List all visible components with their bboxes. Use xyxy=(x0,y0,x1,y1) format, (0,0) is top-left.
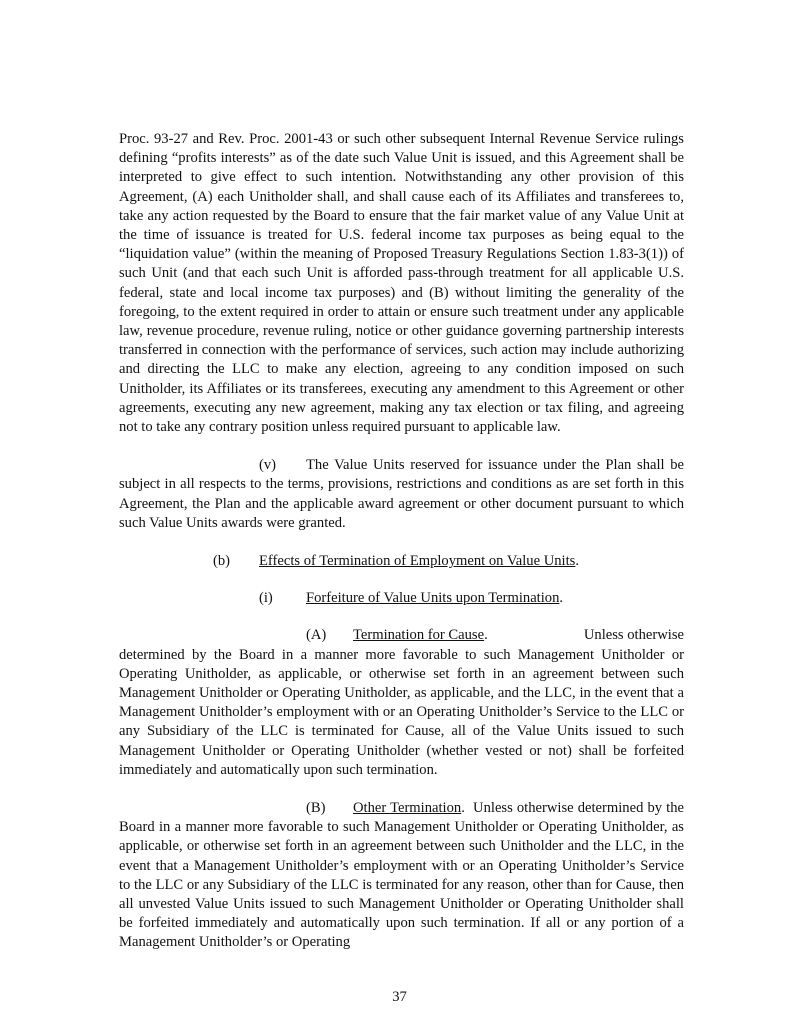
heading-i-title-wrap xyxy=(306,589,563,608)
document-body xyxy=(119,130,684,953)
heading-i xyxy=(119,589,684,608)
paragraph-A-first-line xyxy=(119,626,684,645)
heading-i-number: (i) xyxy=(259,590,273,607)
heading-b-title: Effects of Termination of Employment on Value Units xyxy=(259,553,576,570)
paragraph-B-title: Other Termination xyxy=(353,800,462,817)
heading-i-title: Forfeiture of Value Units upon Termination xyxy=(306,590,560,607)
paragraph-v-number: (v) xyxy=(259,457,277,474)
paragraph-continuation: Proc. 93-27 and Rev. Proc. 2001-43 or such other subsequent Internal Revenue Service rulings defining “profits interests” as of the date such Value Unit is issued, and this Agreement shall be interpreted to give effect to such intention. Notwithstanding any other provision of this Agreement, (A) each Unitholder shall, and shall cause each of its Affiliates and transferees to, take any action requested by the Board to ensure that the fair market value of any Value Unit at the time of issuance is treated for U.S. federal income tax purposes as being equal to the “liquidation value” (within the meaning of Proposed Treasury Regulations Section 1.83-3(1)) of such Unit (and that each such Unit is afforded pass-through treatment for all applicable U.S. federal, state and local income tax purposes) and (B) without limiting the generality of the foregoing, to the extent required in order to attain or ensure such treatment under any applicable law, revenue procedure, revenue ruling, notice or other guidance governing partnership interests transferred in connection with the performance of services, such action may include authorizing and directing the LLC to make any election, agreeing to any condition imposed on such Unitholder, its Affiliates or its transferees, executing any amendment to this Agreement or other agreements, executing any new agreement, making any tax election or tax filing, and agreeing not to take any contrary position unless required pursuant to applicable law. xyxy=(119,131,684,436)
paragraph-v xyxy=(119,456,684,533)
heading-b xyxy=(119,552,684,571)
heading-b-period: . xyxy=(575,553,579,570)
paragraph-B: (B) Other Termination. Unless otherwise determined by the Board in a manner more favorable to such Management Unitholder or Operating Unitholder, as applicable, or otherwise set forth in an agreement between such Unitholder and the LLC, in the event that a Management Unitholder’s employment with or an Operating Unitholder’s Service to the LLC or any Subsidiary of the LLC is terminated for any reason, other than for Cause, then all unvested Value Units issued to such Management Unitholder or Operating Unitholder shall be forfeited immediately and automatically upon such termination. If all or any portion of a Management Unitholder’s or Operating xyxy=(119,800,684,951)
paragraph-A-first-rest: Unless otherwise xyxy=(583,627,684,644)
paragraph-A-title: Termination for Cause xyxy=(353,627,485,644)
heading-i-period: . xyxy=(559,590,564,607)
paragraph-A-number: (A) xyxy=(306,627,327,644)
heading-b-number: (b) xyxy=(213,553,231,570)
paragraph-v-text: The Value Units reserved for issuance under the Plan shall be subject in all respects to the terms, provisions, restrictions and conditions as are set forth in this Agreement, the Plan and the applicable award agreement or other document pursuant to which such Value Units awards were granted. xyxy=(119,457,684,531)
paragraph-B-text: Unless otherwise determined by the Board in a manner more favorable to such Management Unitholder or Operating Unitholder, as applicable, or otherwise set forth in an agreement between such Unitholder and the LLC, in the event that a Management Unitholder’s employment with or an Operating Unitholder’s Service to the LLC or any Subsidiary of the LLC is terminated for any reason, other than for Cause, then all unvested Value Units issued to such Management Unitholder or Operating Unitholder shall be forfeited immediately and automatically upon such termination. If all or any portion of a Management Unitholder’s or Operating xyxy=(119,800,684,951)
heading-b-title-wrap xyxy=(259,552,579,571)
paragraph-A xyxy=(119,626,684,780)
page-number: 37 xyxy=(392,989,407,1005)
paragraph-B-number: (B) xyxy=(306,800,326,817)
paragraph-A-text: determined by the Board in a manner more favorable to such Management Unitholder or Operating Unitholder, as applicable, or otherwise set forth in an agreement between such Management Unitholder or Operating Unitholder, as applicable, and the LLC, in the event that a Management Unitholder’s employment with or an Operating Unitholder’s Service to the LLC or any Subsidiary of the LLC is terminated for Cause, all of the Value Units issued to such Management Unitholder or Operating Unitholder (whether vested or not) shall be forfeited immediately and automatically upon such termination. xyxy=(119,646,684,778)
paragraph-A-lead: (A) Termination for Cause. xyxy=(119,626,488,645)
